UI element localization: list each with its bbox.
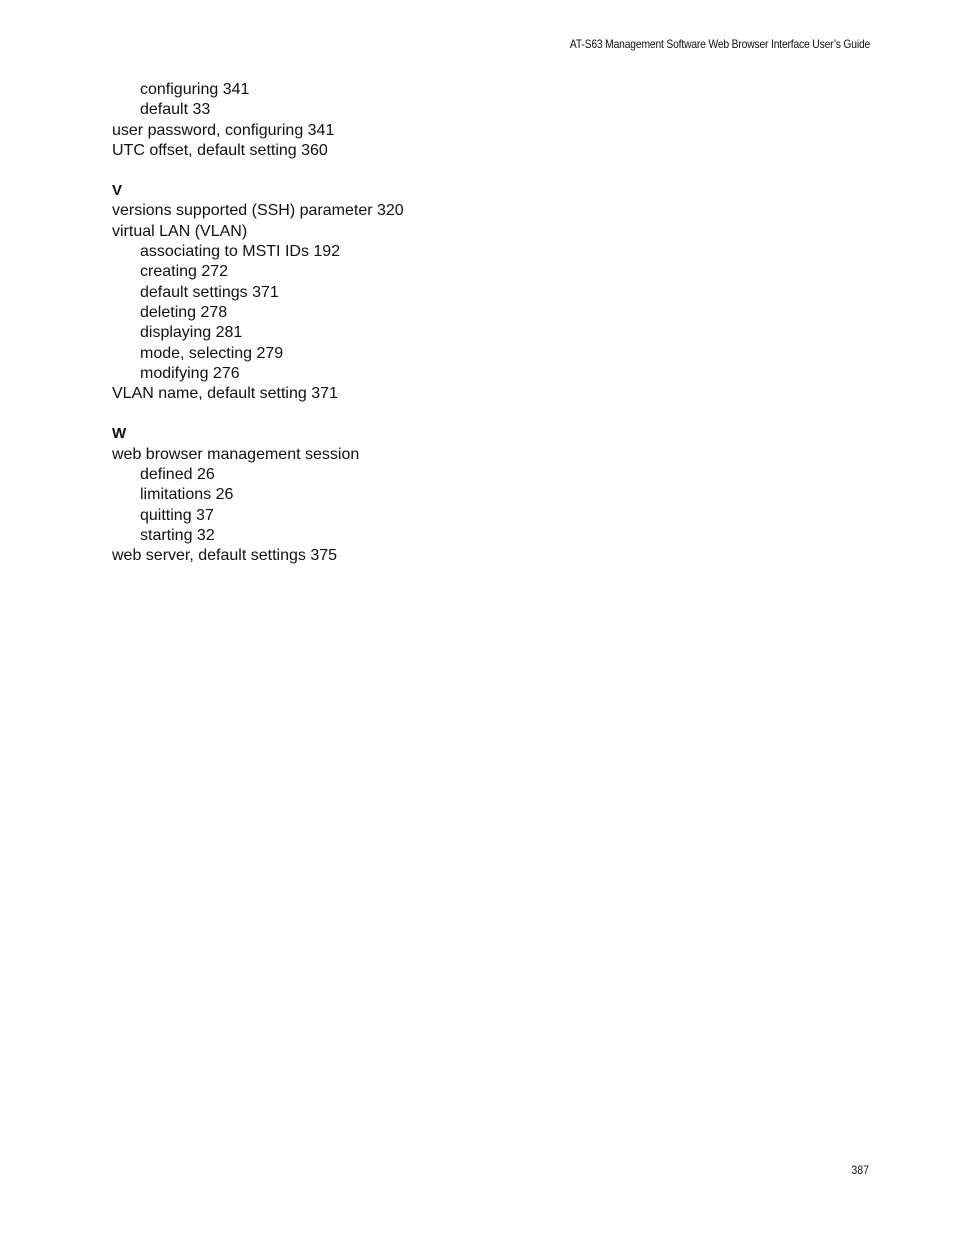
index-entry: quitting 37 (140, 506, 214, 524)
index-section-v (112, 181, 612, 404)
index-entry: default settings 371 (140, 283, 279, 301)
section-letter: W (112, 425, 127, 443)
index-entry: starting 32 (140, 526, 215, 544)
index-entry: defined 26 (140, 466, 215, 484)
index-entry: UTC offset, default setting 360 (112, 141, 328, 159)
index-entry: VLAN name, default setting 371 (112, 385, 338, 403)
index-entry: deleting 278 (140, 303, 228, 321)
index-entry: web browser management session (112, 445, 360, 463)
index-entry: displaying 281 (140, 324, 243, 342)
index-entry: modifying 276 (140, 364, 240, 382)
index-entry: virtual LAN (VLAN) (112, 222, 248, 240)
index-entry: limitations 26 (140, 486, 234, 504)
index-body (112, 80, 612, 567)
index-entry: configuring 341 (140, 81, 250, 98)
index-section-w (112, 424, 612, 566)
index-entry: user password, configuring 341 (112, 121, 335, 139)
index-entry: associating to MSTI IDs 192 (140, 243, 341, 261)
section-letter: V (112, 182, 123, 200)
index-entry: mode, selecting 279 (140, 344, 284, 362)
index-entry: creating 272 (140, 263, 229, 281)
page-number: 387 (851, 1163, 869, 1177)
index-entry: web server, default settings 375 (112, 547, 338, 565)
running-header: AT-S63 Management Software Web Browser Interface User’s Guide (569, 37, 870, 51)
index-entry: default 33 (140, 101, 211, 119)
index-entry: versions supported (SSH) parameter 320 (112, 202, 404, 220)
index-section-continued (112, 80, 612, 161)
